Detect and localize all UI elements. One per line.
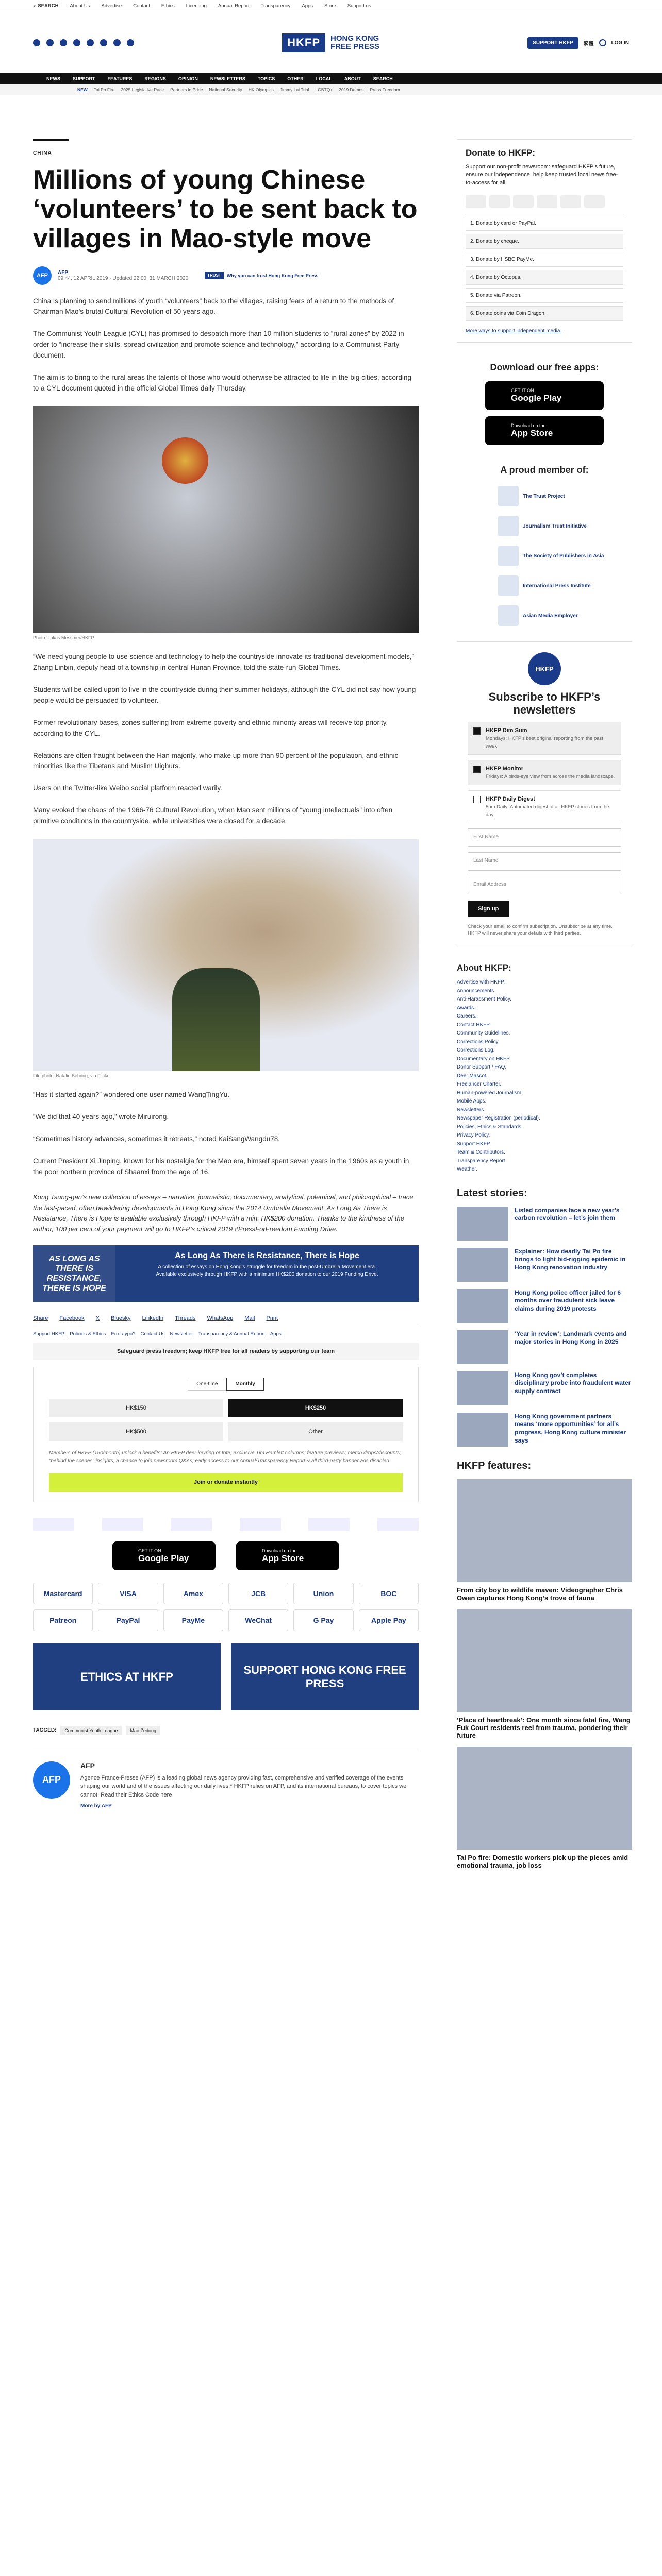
donate-option[interactable]: 6. Donate coins via Coin Dragon. xyxy=(466,306,623,321)
book-banner-sub2: Available exclusively through HKFP with a minimum HK$200 donation to our 2019 Funding Drive. xyxy=(156,1271,378,1277)
image-caption: Photo: Lukas Messmer/HKFP. xyxy=(33,635,95,641)
membership-note: Members of HKFP (150/month) unlock 6 benefits: An HKFP deer keyring or tote; exclusive Tim Hamlett columns; feature previews; merch drops/discounts; “behind the scenes” insights; a chance to join newsroom Q&As; early access to our Annual/Transparency Report & all third-party banner ads disabled. xyxy=(49,1450,401,1464)
language-link[interactable]: 繁體 xyxy=(583,41,594,47)
amount-option[interactable]: Other xyxy=(228,1422,403,1441)
tag-link[interactable]: Partners in Pride xyxy=(170,87,203,92)
site-logo[interactable] xyxy=(282,33,379,52)
donate-title: Donate to HKFP: xyxy=(466,148,536,158)
tag-chip[interactable]: Mao Zedong xyxy=(126,1726,160,1735)
author-box-avatar[interactable]: AFP xyxy=(33,1761,70,1799)
share-mail[interactable]: Mail xyxy=(244,1315,255,1321)
about-link[interactable]: Awards. xyxy=(457,1005,475,1011)
donation-widget xyxy=(33,1367,419,1502)
pay-applepay[interactable]: Apple Pay xyxy=(359,1609,419,1631)
about-link[interactable]: Deer Mascot. xyxy=(457,1073,488,1079)
login-link[interactable]: LOG IN xyxy=(611,40,629,46)
google-play-button[interactable]: GET IT ON Google Play xyxy=(112,1541,216,1570)
author-box-name[interactable]: AFP xyxy=(80,1761,95,1770)
nav-topics[interactable]: TOPICS xyxy=(257,76,275,81)
top-link-support[interactable]: Support us xyxy=(347,3,371,9)
app-store-button[interactable]: Download on the App Store xyxy=(236,1541,339,1570)
brand-actions xyxy=(527,37,629,49)
tag-link[interactable]: 2019 Demos xyxy=(339,87,364,92)
youtube-icon[interactable] xyxy=(87,39,94,46)
feature-story[interactable]: ‘Place of heartbreak’: One month since fatal fire, Wang Fuk Court residents reel from trauma, pondering their future xyxy=(457,1609,632,1739)
app-store-button[interactable]: Download on the App Store xyxy=(485,416,604,445)
newsletter-logo: HKFP xyxy=(528,652,561,685)
pay-payme[interactable]: PayMe xyxy=(163,1609,223,1631)
amount-option-selected[interactable]: HK$250 xyxy=(228,1399,403,1417)
story-thumbnail xyxy=(457,1207,508,1241)
book-banner[interactable] xyxy=(33,1245,419,1302)
article-body xyxy=(33,296,419,1178)
paragraph: China is planning to send millions of youth “volunteers” back to the villages, raising fears of a return to the methods of Chairman Mao’s brutal Cultural Revolution of 50 years ago. xyxy=(33,297,394,316)
nav-opinion[interactable]: OPINION xyxy=(178,76,198,81)
donate-option[interactable]: 2. Donate by cheque. xyxy=(466,234,623,249)
about-link[interactable]: Community Guidelines. xyxy=(457,1030,510,1037)
main-nav xyxy=(0,73,662,84)
paragraph: Former revolutionary bases, zones suffering from extreme poverty and ethnic minority areas will receive top priority, according to the CYL. xyxy=(33,718,388,737)
footer-link[interactable]: Apps xyxy=(270,1331,282,1337)
footer-link[interactable]: Policies & Ethics xyxy=(70,1331,106,1337)
author-name[interactable]: AFP xyxy=(58,269,68,276)
paragraph: “We did that 40 years ago,” wrote Miruirong. xyxy=(33,1113,169,1121)
partner-logo[interactable] xyxy=(102,1518,143,1531)
trust-project-icon xyxy=(498,486,519,506)
top-link-advertise[interactable]: Advertise xyxy=(101,3,122,9)
donate-option[interactable]: 5. Donate via Patreon. xyxy=(466,288,623,303)
join-button[interactable]: Join or donate instantly xyxy=(49,1473,403,1492)
ipi-icon xyxy=(498,575,519,596)
threads-icon[interactable] xyxy=(113,39,121,46)
pay-patreon[interactable]: Patreon xyxy=(33,1609,93,1631)
trust-badge: TRUST xyxy=(205,272,224,279)
about-link[interactable]: Donor Support / FAQ. xyxy=(457,1064,507,1071)
member-logos xyxy=(457,486,632,626)
about-title: About HKFP: xyxy=(457,963,511,973)
paragraph: Students will be called upon to live in the countryside during their summer holidays, although the CYL did not say how young people would be persuaded to volunteer. xyxy=(33,685,416,704)
member-jti[interactable]: Journalism Trust Initiative xyxy=(498,516,632,536)
nav-search[interactable]: SEARCH xyxy=(373,76,393,81)
about-link[interactable]: Mobile Apps. xyxy=(457,1098,487,1105)
latest-story[interactable]: Explainer: How deadly Tai Po fire brings to light bid-rigging epidemic in Hong Kong renovation industry xyxy=(457,1248,632,1282)
trending-label: NEW xyxy=(77,87,88,92)
about-link[interactable]: Transparency Report. xyxy=(457,1158,507,1164)
pay-mastercard[interactable]: Mastercard xyxy=(33,1583,93,1604)
share-bar xyxy=(33,1315,419,1327)
jti-icon xyxy=(498,516,519,536)
feature-story[interactable]: From city boy to wildlife maven: Videographer Chris Owen captures Hong Kong’s trove of fauna xyxy=(457,1479,632,1602)
pay-paypal[interactable]: PayPal xyxy=(98,1609,158,1631)
story-thumbnail xyxy=(457,1371,508,1405)
byline-text xyxy=(58,270,188,281)
trending-tags xyxy=(0,84,662,95)
newsletter-option[interactable]: HKFP Daily Digest 5pm Daily: Automated digest of all HKFP stories from the day. xyxy=(468,790,621,823)
paragraph: The aim is to bring to the rural areas the talents of those who would otherwise be attracted to life in the big cities, according to a CYL document quoted in the official Global Times daily Thursday. xyxy=(33,374,411,393)
top-link-apps[interactable]: Apps xyxy=(302,3,313,9)
partner-logo[interactable] xyxy=(171,1518,212,1531)
frequency-toggle xyxy=(49,1378,403,1391)
share-bluesky[interactable]: Bluesky xyxy=(111,1315,131,1321)
pay-jcb[interactable]: JCB xyxy=(228,1583,288,1604)
story-thumbnail xyxy=(457,1330,508,1364)
book-banner-text xyxy=(115,1245,419,1302)
last-name-field[interactable]: Last Name xyxy=(468,852,621,871)
amount-option[interactable]: HK$500 xyxy=(49,1422,223,1441)
tag-link[interactable]: Press Freedom xyxy=(370,87,400,92)
first-name-field[interactable]: First Name xyxy=(468,828,621,847)
paragraph: “We need young people to use science and technology to help the countryside innovate its traditional development models,” Zhang Linbin, deputy head of a township in central Hunan Province, told the state-run Global Times. xyxy=(33,653,414,671)
feature-image xyxy=(457,1747,632,1850)
tag-link[interactable]: National Security xyxy=(209,87,242,92)
about-link[interactable]: Newsletters. xyxy=(457,1107,486,1113)
latest-story[interactable]: Hong Kong police officer jailed for 6 months over fraudulent sick leave claims during 2019 protests xyxy=(457,1289,632,1323)
about-link[interactable]: Advertise with HKFP. xyxy=(457,979,505,986)
latest-story[interactable]: ‘Year in review’: Landmark events and major stories in Hong Kong in 2025 xyxy=(457,1330,632,1364)
member-title: A proud member of: xyxy=(500,465,589,476)
paragraph: Many evoked the chaos of the 1966-76 Cultural Revolution, when Mao sent millions of “young intellectuals” into often primitive conditions in the countryside, while universities were closed for a decade. xyxy=(33,806,393,825)
sopa-icon xyxy=(498,546,519,566)
signup-row xyxy=(468,894,621,917)
newsletter-note: Check your email to confirm subscription. Unsubscribe at any time. HKFP will never share your details with third parties. xyxy=(468,923,613,937)
card-logo xyxy=(537,195,557,208)
facebook-icon[interactable] xyxy=(33,39,40,46)
newsletter-box xyxy=(457,641,632,947)
top-link-ethics[interactable]: Ethics xyxy=(161,3,175,9)
footer-link[interactable]: Error/typo? xyxy=(111,1331,136,1337)
share-x[interactable]: X xyxy=(95,1315,100,1321)
support-line[interactable]: Safeguard press freedom; keep HKFP free for all readers by supporting our team xyxy=(33,1343,419,1360)
x-icon[interactable] xyxy=(46,39,54,46)
latest-title: Latest stories: xyxy=(457,1187,527,1199)
about-link[interactable]: Corrections Policy. xyxy=(457,1039,500,1045)
paragraph: “Has it started again?” wondered one user named WangTingYu. xyxy=(33,1091,229,1099)
about-link[interactable]: Newspaper Registration (periodical). xyxy=(457,1115,540,1122)
linkedin-icon[interactable] xyxy=(100,39,107,46)
payment-methods xyxy=(33,1583,419,1631)
image-caption: File photo: Natalie Behring, via Flickr. xyxy=(33,1073,110,1079)
bluesky-icon[interactable] xyxy=(73,39,80,46)
book-promo: Kong Tsung-gan’s new collection of essays – narrative, journalistic, documentary, analytical, polemical, and philosophical – trace the fast-paced, often bewildering developments in Hong Kong since the 2014 Umbrella Movement. As Long As There is Resistance, There is Hope is available exclusively through HKFP with a min. HK$200 donation. Thanks to the kindness of the author, 100 per cent of your payment will go to HKFP’s critical 2019 #PressForFreedom Funding Drive. xyxy=(33,1193,413,1233)
latest-story[interactable]: Listed companies face a new year’s carbon revolution – let’s join them xyxy=(457,1207,632,1241)
asian-media-icon xyxy=(498,605,519,626)
donate-option[interactable]: 3. Donate by HSBC PayMe. xyxy=(466,252,623,267)
card-logo xyxy=(513,195,534,208)
about-link[interactable]: Corrections Log. xyxy=(457,1047,495,1054)
promo-banners xyxy=(33,1643,419,1710)
tagged-topics xyxy=(33,1726,419,1735)
tag-link[interactable]: LGBTQ+ xyxy=(315,87,333,92)
share-print[interactable]: Print xyxy=(266,1315,278,1321)
donate-option[interactable]: 4. Donate by Octopus. xyxy=(466,270,623,285)
partner-logo[interactable] xyxy=(377,1518,419,1531)
top-link-store[interactable]: Store xyxy=(324,3,336,9)
top-search[interactable]: ⌕ SEARCH xyxy=(33,3,59,9)
support-hkfp-button[interactable]: SUPPORT HKFP xyxy=(527,37,578,49)
partner-logo[interactable] xyxy=(33,1518,74,1531)
sidebar-app-buttons xyxy=(457,381,632,445)
latest-story[interactable]: Hong Kong gov’t completes disciplinary probe into fraudulent water supply contract xyxy=(457,1371,632,1405)
feature-image xyxy=(457,1479,632,1582)
top-link-about[interactable]: About Us xyxy=(70,3,90,9)
paragraph: “Sometimes history advances, sometimes it retreats,” noted KaiSangWangdu78. xyxy=(33,1135,280,1143)
nav-regions[interactable]: REGIONS xyxy=(144,76,166,81)
partner-logo[interactable] xyxy=(240,1518,281,1531)
newsletter-title: Subscribe to HKFP’s newsletters xyxy=(488,690,601,717)
top-link-contact[interactable]: Contact xyxy=(133,3,150,9)
pay-amex[interactable]: Amex xyxy=(163,1583,223,1604)
member-ipi[interactable]: International Press Institute xyxy=(498,575,632,596)
share-threads[interactable]: Threads xyxy=(175,1315,196,1321)
donate-option[interactable]: 1. Donate by card or PayPal. xyxy=(466,216,623,231)
footer-link[interactable]: Contact Us xyxy=(140,1331,165,1337)
sidebar xyxy=(457,118,632,1869)
trust-link[interactable] xyxy=(205,272,318,279)
google-play-button[interactable]: GET IT ON Google Play xyxy=(485,381,604,410)
signup-button[interactable]: Sign up xyxy=(468,901,509,917)
top-utility-bar xyxy=(0,0,662,12)
top-link-transparency[interactable]: Transparency xyxy=(260,3,291,9)
instagram-icon[interactable] xyxy=(60,39,67,46)
paragraph: Users on the Twitter-like Weibo social platform reacted warily. xyxy=(33,784,222,792)
emblem-shape xyxy=(162,437,208,484)
toggle-one-time[interactable]: One-time xyxy=(188,1378,226,1391)
card-logo xyxy=(489,195,510,208)
book-banner-title: As Long As There is Resistance, There is Hope xyxy=(175,1251,359,1260)
story-thumbnail xyxy=(457,1413,508,1447)
tag-link[interactable]: Tai Po Fire xyxy=(93,87,115,92)
features-title: HKFP features: xyxy=(457,1460,532,1471)
feature-image xyxy=(457,1609,632,1712)
about-link[interactable]: Anti-Harassment Policy. xyxy=(457,996,511,1003)
about-link[interactable]: Privacy Policy. xyxy=(457,1132,490,1139)
member-sopa[interactable]: The Society of Publishers in Asia xyxy=(498,546,632,566)
pay-gpay[interactable]: G Pay xyxy=(293,1609,353,1631)
footer-link[interactable]: Transparency & Annual Report xyxy=(198,1331,265,1337)
article-image-emblem xyxy=(33,406,419,633)
about-list xyxy=(457,978,632,1174)
article-category[interactable]: CHINA xyxy=(33,150,52,156)
about-link[interactable]: Team & Contributors. xyxy=(457,1149,505,1156)
more-by-author-link[interactable]: More by AFP xyxy=(80,1803,112,1809)
about-link[interactable]: Freelancer Charter. xyxy=(457,1081,502,1088)
feature-story[interactable]: Tai Po fire: Domestic workers pick up the pieces amid emotional trauma, job loss xyxy=(457,1747,632,1869)
support-banner[interactable]: SUPPORT HONG KONG FREE PRESS xyxy=(231,1643,419,1710)
donate-text: Support our non-profit newsroom: safeguard HKFP’s future, ensure our independence, help keep trusted local news free-to-access for all. xyxy=(466,164,618,186)
author-box xyxy=(33,1751,419,1809)
card-logo xyxy=(584,195,605,208)
nav-news[interactable]: NEWS xyxy=(46,76,60,81)
social-links xyxy=(33,39,134,46)
ethics-banner[interactable]: ETHICS AT HKFP xyxy=(33,1643,221,1710)
logo-box: HKFP xyxy=(282,33,325,52)
toggle-monthly[interactable]: Monthly xyxy=(226,1378,263,1391)
card-logo xyxy=(560,195,581,208)
card-logos xyxy=(466,195,623,208)
amount-options xyxy=(49,1399,403,1441)
card-logo xyxy=(466,195,486,208)
footer-links xyxy=(33,1331,419,1337)
amount-option[interactable]: HK$150 xyxy=(49,1399,223,1417)
pay-visa[interactable]: VISA xyxy=(98,1583,158,1604)
nav-newsletters[interactable]: NEWSLETTERS xyxy=(210,76,245,81)
more-ways-link[interactable]: More ways to support independent media. xyxy=(466,328,562,334)
story-thumbnail xyxy=(457,1289,508,1323)
soldier-shape xyxy=(172,968,260,1071)
nav-about[interactable]: ABOUT xyxy=(344,76,361,81)
rss-icon[interactable] xyxy=(127,39,134,46)
about-link[interactable]: Documentary on HKFP. xyxy=(457,1056,511,1062)
newsletter-option[interactable]: HKFP Monitor Fridays: A birds-eye view from across the media landscape. xyxy=(468,760,621,785)
top-link-licensing[interactable]: Licensing xyxy=(186,3,207,9)
book-banner-sub: A collection of essays on Hong Kong’s struggle for freedom in the post-Umbrella Movement era. xyxy=(158,1264,376,1270)
footer-link[interactable]: Newsletter xyxy=(170,1331,193,1337)
brand-bar xyxy=(0,12,662,73)
partner-logos xyxy=(33,1518,419,1531)
nav-local[interactable]: LOCAL xyxy=(316,76,332,81)
trust-link-text: Why you can trust Hong Kong Free Press xyxy=(226,273,319,278)
latest-story[interactable]: Hong Kong government partners means ‘more opportunities’ for all’s progress, Hong Kong culture minister says xyxy=(457,1413,632,1447)
tag-chip[interactable]: Communist Youth League xyxy=(60,1726,122,1735)
email-field[interactable]: Email Address xyxy=(468,876,621,894)
article-image-mao-portrait xyxy=(33,839,419,1071)
nav-other[interactable]: OTHER xyxy=(287,76,304,81)
pay-union[interactable]: Union xyxy=(293,1583,353,1604)
share-whatsapp[interactable]: WhatsApp xyxy=(207,1315,234,1321)
pay-wechat[interactable]: WeChat xyxy=(228,1609,288,1631)
tag-link[interactable]: HK Olympics xyxy=(248,87,274,92)
donate-box xyxy=(457,139,632,343)
paragraph: Current President Xi Jinping, known for his nostalgia for the Mao era, himself spent seven years in the 1960s as a youth in the poor northern province of Shaanxi from the age of 16. xyxy=(33,1157,409,1176)
nav-features[interactable]: FEATURES xyxy=(107,76,133,81)
tag-link[interactable]: 2025 Legislative Race xyxy=(121,87,164,92)
share-facebook[interactable]: Facebook xyxy=(59,1315,85,1321)
nav-support[interactable]: SUPPORT xyxy=(73,76,95,81)
about-link[interactable]: Human-powered Journalism. xyxy=(457,1090,523,1096)
book-cover: AS LONG AS THERE IS RESISTANCE, THERE IS HOPE xyxy=(33,1245,115,1302)
checkbox[interactable] xyxy=(473,727,481,735)
share-linkedin[interactable]: LinkedIn xyxy=(142,1315,164,1321)
partner-logo[interactable] xyxy=(308,1518,350,1531)
paragraph: The Communist Youth League (CYL) has promised to despatch more than 10 million students to “rural zones” by 2022 in order to “increase their skills, spread civilization and promote science and technology,” according to a Communist Party document. xyxy=(33,330,404,360)
about-link[interactable]: Careers. xyxy=(457,1013,477,1020)
publish-date: 09:44, 12 APRIL 2019 · Updated 22:00, 31 MARCH 2020 xyxy=(58,275,189,281)
checkbox[interactable] xyxy=(473,766,481,773)
about-link[interactable]: Support HKFP. xyxy=(457,1141,491,1147)
checkbox[interactable] xyxy=(473,796,481,803)
tagged-label: TAGGED: xyxy=(33,1727,57,1734)
member-trust-project[interactable]: The Trust Project xyxy=(498,486,632,506)
tag-link[interactable]: Jimmy Lai Trial xyxy=(279,87,309,92)
about-link[interactable]: Policies, Ethics & Standards. xyxy=(457,1124,523,1130)
footer-link[interactable]: Support HKFP xyxy=(33,1331,65,1337)
article-title: Millions of young Chinese ‘volunteers’ to be sent back to villages in Mao-style move xyxy=(33,165,418,254)
about-link[interactable]: Contact HKFP. xyxy=(457,1022,491,1028)
article xyxy=(33,118,419,1809)
share-label: Share xyxy=(33,1315,48,1321)
apps-title: Download our free apps: xyxy=(490,362,599,373)
top-link-annual-report[interactable]: Annual Report xyxy=(218,3,250,9)
member-asian-media[interactable]: Asian Media Employer xyxy=(498,605,632,626)
byline xyxy=(33,266,419,285)
author-box-text xyxy=(80,1761,419,1809)
app-buttons xyxy=(33,1541,419,1570)
logo-text: HONG KONG FREE PRESS xyxy=(330,34,380,51)
search-icon: ⌕ xyxy=(33,3,36,9)
author-box-bio: Agence France-Presse (AFP) is a leading global news agency providing fast, comprehensive and verified coverage of the events shaping our world and of the issues affecting our daily lives.* HKFP relies on AFP, and its international bureaus, to cover topics we cannot. Read their Ethics Code here xyxy=(80,1774,407,1798)
divider xyxy=(33,139,69,141)
newsletter-option[interactable]: HKFP Dim Sum Mondays: HKFP’s best original reporting from the past week. xyxy=(468,722,621,755)
pay-boc[interactable]: BOC xyxy=(359,1583,419,1604)
story-thumbnail xyxy=(457,1248,508,1282)
paragraph: Relations are often fraught between the Han majority, who make up more than 90 percent of the population, and ethnic minorities like the Tibetans and Muslim Uighurs. xyxy=(33,751,399,770)
author-avatar[interactable]: AFP xyxy=(33,266,52,285)
about-link[interactable]: Announcements. xyxy=(457,988,496,994)
about-link[interactable]: Weather. xyxy=(457,1166,477,1173)
user-icon[interactable] xyxy=(599,39,606,46)
